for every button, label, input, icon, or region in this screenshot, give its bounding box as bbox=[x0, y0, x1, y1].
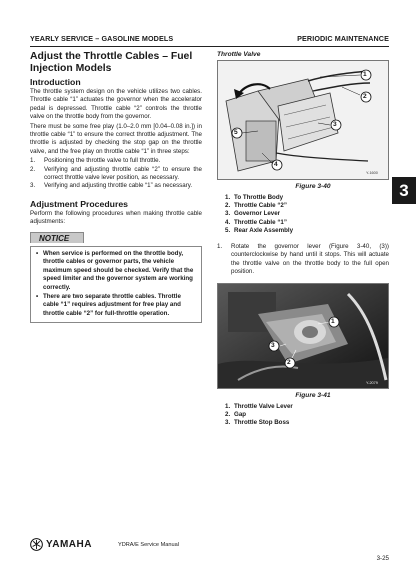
notice-item: • When service is performed on the throttle body, throttle cables or governor parts, the vehicle maximum speed should be checked. Verify that the speed limiter and the governor system are working correctly. bbox=[36, 250, 197, 293]
header-section-title: YEARLY SERVICE – GASOLINE MODELS bbox=[30, 34, 174, 43]
page-footer bbox=[30, 536, 389, 566]
adjustment-steps bbox=[30, 157, 202, 191]
list-item: 1. To Throttle Body bbox=[225, 194, 284, 201]
list-item: 5. Rear Axle Assembly bbox=[225, 226, 294, 234]
callout-2: 2 bbox=[363, 93, 367, 100]
page-number: 3-25 bbox=[376, 555, 389, 562]
intro-paragraph-1: The throttle system design on the vehicle utilizes two cables. Throttle cable “1” actuates the governor when the accelerator pedal is depressed. Throttle cable “2” controls the throttle valve on the throttle body from the governor. bbox=[30, 88, 202, 121]
throttle-body-image bbox=[218, 284, 388, 388]
notice-item: • There are two separate throttle cables. Throttle cable “1” requires adjustment for free play and throttle cable “2” for full-throttle operation. bbox=[36, 293, 197, 319]
chapter-tab: 3 bbox=[392, 177, 416, 204]
list-item: 3. Governor Lever bbox=[225, 210, 281, 218]
intro-heading: Introduction bbox=[30, 77, 81, 87]
figure-caption: Figure 3-41 bbox=[295, 391, 331, 399]
figure-legend bbox=[225, 403, 389, 428]
adjustment-heading: Adjustment Procedures bbox=[30, 198, 128, 209]
list-item: 1. Positioning the throttle valve to full throttle. bbox=[30, 157, 161, 165]
list-item: 4. Throttle Cable “1” bbox=[225, 218, 287, 226]
notice-label: NOTICE bbox=[30, 232, 84, 243]
throttle-valve-figure bbox=[217, 60, 389, 180]
notice-box bbox=[30, 246, 202, 324]
figure-ref-code: Y-1600 bbox=[366, 171, 378, 175]
list-item: 2. Verifying and adjusting throttle cable “2” to ensure the correct throttle valve lever position, as necessary. bbox=[30, 165, 202, 182]
right-column bbox=[217, 51, 389, 427]
brand-name: YAMAHA bbox=[46, 539, 92, 550]
header-rule bbox=[30, 46, 389, 47]
left-column bbox=[30, 51, 202, 323]
figure-ref-code: Y-2079 bbox=[366, 380, 378, 385]
list-item: 1. Rotate the governor lever (Figure 3-40, (3)) counterclockwise by hand until it stops. This will actuate the throttle valve on the throttle body to the full open position. bbox=[217, 243, 389, 276]
callout-2: 2 bbox=[287, 358, 291, 366]
callout-5: 5 bbox=[234, 129, 238, 136]
manual-title: YDRA/E Service Manual bbox=[118, 542, 179, 548]
callout-1: 1 bbox=[331, 317, 335, 325]
list-item: 3. Verifying and adjusting throttle cable “1” as necessary. bbox=[30, 182, 193, 190]
callout-3: 3 bbox=[333, 121, 337, 128]
list-item: 2. Throttle Cable “2” bbox=[225, 202, 287, 210]
intro-paragraph-2: There must be some free play (1.0–2.0 mm [0.04–0.08 in.]) in throttle cable “1” to ensure the correct throttle adjustment. The throttle is adjusted by checking the stop gap on the throttle valve, and the free play on throttle cable “1” in three steps: bbox=[30, 122, 202, 155]
callout-1: 1 bbox=[363, 71, 367, 78]
list-item: 3. Throttle Stop Boss bbox=[225, 419, 290, 427]
procedure-steps bbox=[217, 243, 389, 277]
tuning-fork-emblem-icon bbox=[30, 538, 43, 551]
throttle-body-photo bbox=[217, 283, 389, 389]
figure-title: Throttle Valve bbox=[217, 51, 261, 58]
adjustment-paragraph: Perform the following procedures when making throttle cable adjustments: bbox=[30, 209, 202, 226]
callout-3: 3 bbox=[271, 341, 275, 349]
section-title: Adjust the Throttle Cables – Fuel Injection Models bbox=[30, 51, 193, 74]
list-item: 1. Throttle Valve Lever bbox=[225, 402, 293, 410]
figure-legend bbox=[225, 194, 389, 235]
list-item: 2. Gap bbox=[225, 410, 247, 418]
header-chapter-title: PERIODIC MAINTENANCE bbox=[297, 34, 389, 43]
page-header bbox=[30, 34, 389, 45]
brand-logo bbox=[30, 538, 92, 551]
callout-4: 4 bbox=[274, 161, 278, 168]
figure-caption: Figure 3-40 bbox=[295, 183, 331, 190]
throttle-valve-drawing bbox=[218, 61, 388, 179]
